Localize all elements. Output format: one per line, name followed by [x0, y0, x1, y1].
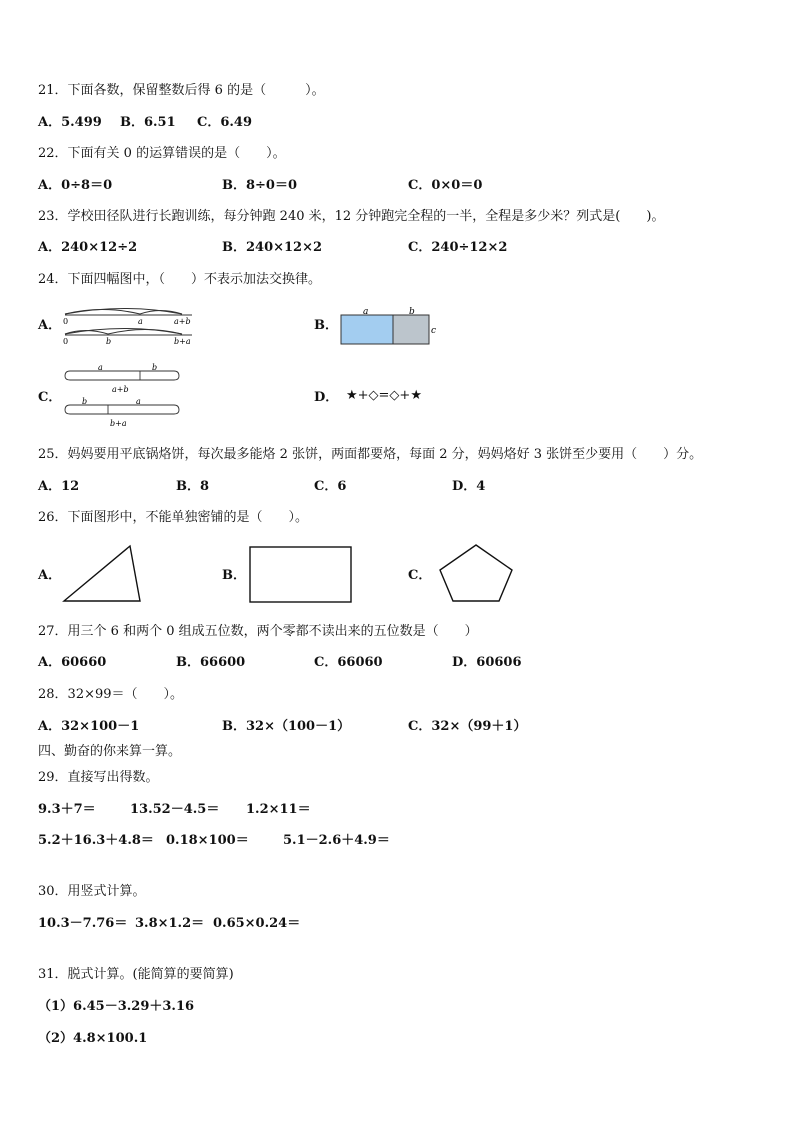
fig-c-bottom-a: a [136, 397, 141, 406]
fig-a-bottom-0: 0 [63, 337, 69, 346]
fig-b-label-c: c [431, 326, 437, 336]
q22-stem: 22．下面有关 0 的运算错误的是（ ）。 [38, 146, 286, 161]
q25-stem: 25．妈妈要用平底锅烙饼，每次最多能烙 2 张饼，两面都要烙，每面 2 分，妈妈烙好 3 张饼至少要用（ ）分。 [38, 447, 703, 462]
q24-option-c-label: C． [38, 390, 62, 405]
q24-option-b-label: B． [314, 318, 338, 333]
q24-figure-d: ★+◇=◇+★ [346, 388, 422, 403]
q25-option-a: A．12 [38, 479, 80, 494]
q23-option-b: B．240×12×2 [222, 240, 323, 255]
q24-figure-b [338, 303, 443, 347]
fig-a-bottom-ba: b+a [174, 337, 191, 346]
q29-item-5: 0.18×100＝ [166, 833, 249, 848]
q24-figure-a [60, 303, 200, 349]
q28-stem: 28．32×99＝（ ）。 [38, 687, 184, 702]
q22-option-a: A．0÷8＝0 [38, 178, 113, 193]
q23-stem: 23．学校田径队进行长跑训练，每分钟跑 240 米，12 分钟跑完全程的一半，全程是多少米？列式是( )。 [38, 209, 665, 224]
q27-option-d: D．60606 [452, 655, 522, 670]
q26-pentagon [434, 541, 518, 605]
q29-stem: 29．直接写出得数。 [38, 770, 159, 785]
q23-option-c: C．240÷12×2 [408, 240, 508, 255]
fig-c-bottom-ba: b+a [110, 419, 127, 428]
q26-option-b-label: B． [222, 568, 246, 583]
fig-a-top-a: a [138, 317, 143, 326]
q24-stem: 24．下面四幅图中，（ ）不表示加法交换律。 [38, 272, 322, 287]
q31-item-2: （2）4.8×100.1 [38, 1031, 148, 1046]
q21-stem: 21．下面各数，保留整数后得 6 的是（ ）。 [38, 83, 325, 98]
q25-option-c: C．6 [314, 479, 347, 494]
q23-option-a: A．240×12÷2 [38, 240, 138, 255]
q24-option-d-label: D． [314, 390, 339, 405]
q30-item-3: 0.65×0.24＝ [213, 916, 301, 931]
q21-option-a: A．5.499 [38, 115, 102, 130]
section-4-heading: 四、勤奋的你来算一算。 [38, 744, 182, 759]
q30-item-2: 3.8×1.2＝ [135, 916, 205, 931]
q30-item-1: 10.3－7.76＝ [38, 916, 128, 931]
q30-stem: 30．用竖式计算。 [38, 884, 146, 899]
fig-b-label-b: b [409, 307, 415, 317]
fig-b-rect-a [341, 315, 393, 344]
fig-b-label-a: a [363, 307, 369, 317]
fig-a-top-ab: a+b [174, 317, 191, 326]
q28-option-b: B．32×（100－1） [222, 719, 351, 734]
fig-c-top-ab: a+b [112, 385, 129, 394]
q31-stem: 31．脱式计算。(能简算的要简算) [38, 967, 234, 982]
q27-option-c: C．66060 [314, 655, 383, 670]
q26-triangle [60, 543, 144, 605]
q24-option-a-label: A． [38, 318, 62, 333]
fig-a-bottom-b: b [106, 337, 112, 346]
q25-option-b: B．8 [176, 479, 210, 494]
q29-item-3: 1.2×11＝ [246, 802, 311, 817]
q29-item-6: 5.1－2.6＋4.9＝ [283, 833, 390, 848]
q27-option-b: B．66600 [176, 655, 246, 670]
q22-option-c: C．0×0＝0 [408, 178, 483, 193]
q31-item-1: （1）6.45－3.29＋3.16 [38, 999, 195, 1014]
fig-b-rect-b [393, 315, 429, 344]
q25-option-d: D．4 [452, 479, 486, 494]
q22-option-b: B．8÷0＝0 [222, 178, 298, 193]
fig-c-top-b: b [152, 363, 158, 372]
q21-option-c: C．6.49 [197, 115, 253, 130]
q28-option-a: A．32×100－1 [38, 719, 140, 734]
q26-rectangle [246, 543, 356, 605]
q26-option-a-label: A． [38, 568, 62, 583]
q27-option-a: A．60660 [38, 655, 107, 670]
q24-figure-c [60, 362, 182, 434]
q29-item-1: 9.3＋7＝ [38, 802, 96, 817]
fig-a-top-0: 0 [63, 317, 69, 326]
q29-item-4: 5.2＋16.3＋4.8＝ [38, 833, 154, 848]
q29-item-2: 13.52－4.5＝ [130, 802, 220, 817]
q27-stem: 27．用三个 6 和两个 0 组成五位数，两个零都不读出来的五位数是（ ） [38, 624, 478, 639]
q26-option-c-label: C． [408, 568, 432, 583]
fig-c-top-a: a [98, 363, 103, 372]
fig-c-bottom-b: b [82, 397, 88, 406]
q21-option-b: B．6.51 [120, 115, 176, 130]
q26-stem: 26．下面图形中，不能单独密铺的是（ ）。 [38, 510, 309, 525]
q28-option-c: C．32×（99＋1） [408, 719, 527, 734]
